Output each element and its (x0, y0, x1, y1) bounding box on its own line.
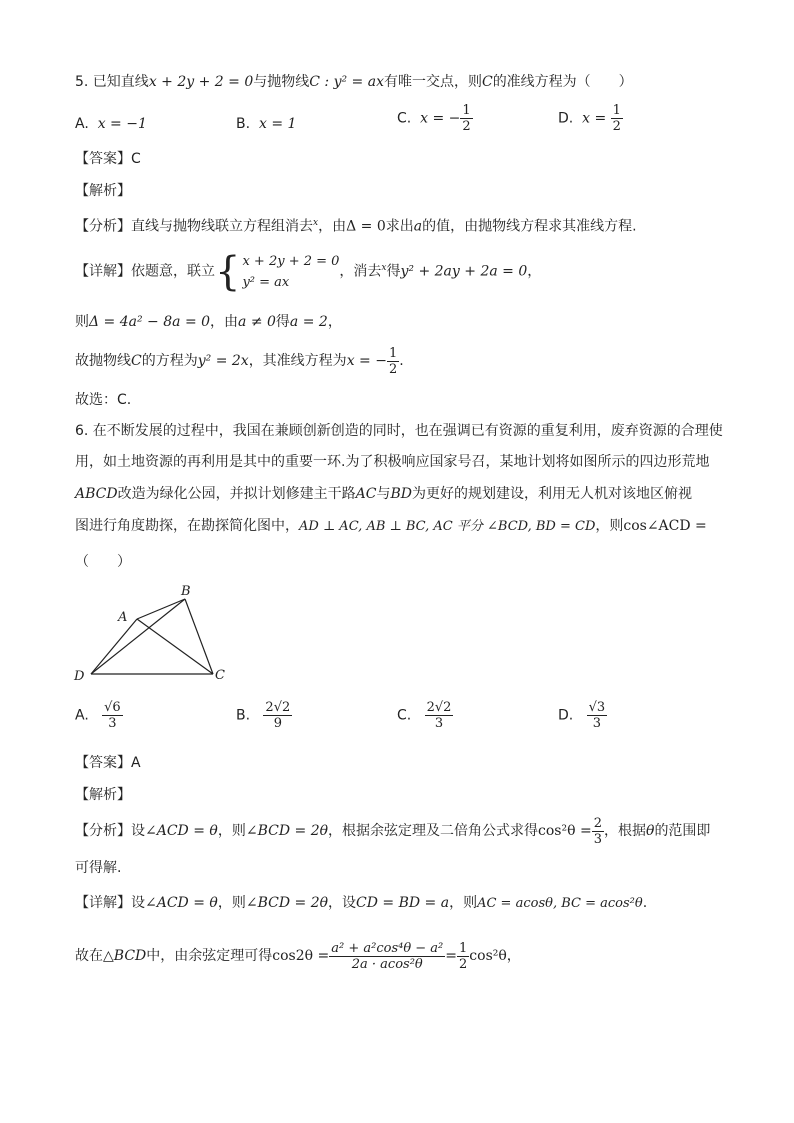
answer-tag: 【答案】 (75, 151, 131, 167)
q5-line-equation: x + 2y + 2 = 0 (148, 74, 254, 90)
option-letter: D. (558, 110, 574, 127)
q6-analysis-title: 【解析】 (75, 787, 131, 803)
option-letter: B. (236, 707, 251, 724)
option-fraction (611, 103, 623, 134)
math-expr: Δ = 4a² − 8a = 0 (89, 314, 211, 330)
step-text: 中，由余弦定理可得 (146, 948, 273, 964)
math-expr: CD = BD = a (356, 895, 450, 911)
fraction-numerator: √3 (588, 700, 606, 715)
math-expr: ∠BCD = 2θ (245, 895, 329, 911)
system-row: y² = ax (242, 274, 290, 290)
q6-stem-line-5: （ ） (75, 554, 131, 570)
vertex-label-d: D (74, 669, 85, 684)
option-expression: x = − (420, 110, 461, 127)
q6-stem-line-2: 用，如土地资源的再利用是其中的重要一环.为了积极响应国家号召，某地计划将如图所示的四边形荒地 (75, 454, 710, 470)
fraction-denominator: 3 (593, 831, 602, 847)
fraction-denominator: 2 (612, 119, 621, 134)
diagonal-ac (137, 619, 213, 674)
q6-stem-line-1: 6. 在不断发展的过程中，我国在兼顾创新创造的同时，也在强调已有资源的重复利用，废弃资源的合理使 (75, 423, 723, 439)
xiangjie-text: 得 (386, 263, 401, 280)
option-fraction (263, 700, 292, 731)
xiangjie-text: ， (527, 263, 542, 280)
q5-parabola-equation: C : y² = ax (309, 74, 384, 90)
xiangjie-text: ，消去 (339, 263, 382, 280)
q5-xiangjie (75, 246, 541, 294)
q5-option-d[interactable] (558, 103, 623, 134)
fraction-numerator: 2√2 (265, 700, 291, 715)
fraction-numerator: 1 (388, 345, 398, 361)
fraction-denominator: 2 (462, 119, 471, 134)
xiangjie-text: 依题意，联立 (131, 263, 215, 280)
q6-xiangjie (75, 893, 647, 914)
option-letter: B. (236, 116, 251, 132)
fenxi-text: 求出 (385, 218, 414, 235)
math-expr: AC (355, 486, 377, 502)
stem-text: ，则 (595, 518, 624, 534)
math-expr: cos²θ = (538, 823, 592, 839)
math-expr: Δ = 0 (346, 218, 386, 235)
q5-step-2 (75, 312, 342, 332)
edge-bc (185, 599, 213, 674)
math-expr: a = 2 (289, 314, 328, 330)
q6-option-d[interactable] (558, 700, 607, 731)
q5-stem-text: 的准线方程为（ ） (492, 74, 633, 90)
system-row: x + 2y + 2 = 0 (242, 253, 340, 269)
q5-option-a[interactable] (75, 114, 147, 134)
answer-tag: 【答案】 (75, 755, 131, 771)
equation-system (215, 248, 340, 295)
math-var: x (313, 218, 319, 228)
math-expr: △BCD (103, 948, 147, 964)
q5-stem-text: 有唯一交点，则 (383, 74, 482, 90)
math-expr: BD (390, 486, 412, 502)
math-expr: x = − (346, 353, 387, 369)
fenxi-text: ，则 (217, 823, 246, 839)
q5-analysis-title: 【解析】 (75, 183, 131, 199)
q6-fenxi (75, 812, 710, 850)
fraction-denominator: 3 (434, 716, 444, 731)
q5-stem-text: 5. 已知直线 (75, 74, 149, 90)
option-fraction (587, 700, 608, 731)
fraction (592, 816, 604, 847)
option-expression: x = (582, 110, 607, 127)
fenxi-text: 的值，由抛物线方程求其准线方程. (422, 218, 637, 235)
q6-option-c[interactable] (397, 700, 453, 731)
q5-curve-name: C (481, 74, 493, 90)
step-text: 故在 (75, 948, 103, 964)
stem-text: 图进行角度勘探，在勘探简化图中， (75, 518, 299, 534)
fraction-denominator: 3 (592, 716, 602, 731)
left-brace-icon: { (215, 248, 241, 295)
xiangjie-text: 设 (131, 895, 145, 911)
math-expr: = (445, 948, 458, 964)
option-expression: x = 1 (258, 116, 297, 132)
diagonal-bd (91, 599, 185, 674)
q6-cosine-law (75, 934, 521, 978)
fraction (387, 346, 399, 377)
math-expr: cos∠ACD = (623, 518, 707, 534)
fraction-numerator: √6 (104, 700, 121, 715)
option-letter: C. (397, 707, 412, 724)
quadrilateral-figure (70, 580, 240, 685)
option-fraction (425, 700, 454, 731)
answer-value: C (131, 151, 141, 167)
stem-text: 为更好的规划建设，利用无人机对该地区俯视 (411, 486, 692, 502)
q5-option-c[interactable] (397, 103, 473, 134)
fraction-numerator: 1 (459, 940, 468, 956)
step-text: 故抛物线 (75, 353, 131, 369)
q5-answer (75, 149, 141, 169)
fraction (457, 941, 469, 972)
q5-fenxi (75, 213, 637, 237)
q5-option-b[interactable] (236, 114, 296, 134)
option-letter: A. (75, 707, 89, 724)
fraction-numerator: 1 (462, 103, 471, 118)
option-fraction (102, 700, 123, 731)
option-letter: D. (558, 707, 574, 724)
math-expr: y² + 2ay + 2a = 0 (400, 263, 528, 280)
step-text: ， (327, 314, 342, 330)
step-text: 的方程为 (141, 353, 198, 369)
edge-da (91, 619, 137, 674)
q6-stem-line-3 (75, 484, 692, 504)
fenxi-text: 直线与抛物线联立方程组消去 (131, 218, 313, 235)
fenxi-text: ，根据余弦定理及二倍角公式求得 (328, 823, 539, 839)
step-text: ，其准线方程为 (248, 353, 347, 369)
fraction-denominator: 2a · acos²θ (351, 956, 423, 972)
xiangjie-tag: 【详解】 (75, 263, 131, 280)
fraction-numerator: a² + a²cos⁴θ − a² (331, 940, 444, 956)
stem-text: 改造为绿化公园，并拟计划修建主干路 (117, 486, 356, 502)
math-expr: ∠ACD = θ (145, 823, 218, 839)
math-expr: a ≠ 0 (238, 314, 276, 330)
fraction-denominator: 3 (108, 716, 117, 731)
math-expr: y² = 2x (197, 353, 249, 369)
option-expression: x = −1 (97, 116, 147, 132)
answer-value: A (131, 755, 141, 771)
xiangjie-text: ，设 (328, 895, 357, 911)
option-letter: A. (75, 116, 89, 132)
step-text: . (399, 353, 404, 369)
vertex-label-c: C (215, 668, 225, 683)
math-var: a (413, 218, 423, 235)
math-var: θ (646, 823, 655, 839)
math-expr: AC = acosθ, BC = acos²θ (477, 896, 643, 911)
fenxi-text: ，由 (318, 218, 347, 235)
math-var: x (381, 263, 387, 273)
q5-choose: 故选：C. (75, 392, 132, 408)
q5-stem (75, 72, 633, 92)
fenxi-tag: 【分析】 (75, 218, 131, 235)
q6-stem-line-4 (75, 516, 707, 537)
q5-stem-text: 与抛物线 (253, 74, 310, 90)
math-expr: AD ⊥ AC, AB ⊥ BC, AC 平分 ∠BCD, BD = CD (299, 519, 596, 534)
math-expr: ∠BCD = 2θ (245, 823, 329, 839)
edge-ab (137, 599, 185, 619)
fraction-denominator: 2 (388, 361, 398, 377)
math-expr: ∠ACD = θ (145, 895, 218, 911)
fraction-numerator: 2√2 (426, 700, 452, 715)
fenxi-text: 的范围即 (654, 823, 711, 839)
fraction-denominator: 9 (273, 716, 282, 731)
fraction-numerator: 2 (593, 815, 602, 831)
xiangjie-text: ，则 (449, 895, 478, 911)
fraction (329, 941, 445, 972)
option-fraction (460, 103, 472, 134)
step-text: ， (506, 948, 521, 964)
fenxi-tag: 【分析】 (75, 823, 131, 839)
vertex-label-a: A (118, 610, 128, 625)
xiangjie-text: ，则 (217, 895, 246, 911)
math-expr: ABCD (75, 486, 118, 502)
q6-option-a[interactable] (75, 700, 123, 731)
option-letter: C. (397, 110, 412, 127)
step-text: 得 (275, 314, 290, 330)
xiangjie-text: . (642, 895, 648, 911)
xiangjie-tag: 【详解】 (75, 895, 131, 911)
q6-option-b[interactable] (236, 700, 292, 731)
math-var: C (131, 353, 142, 369)
step-text: 则 (75, 314, 89, 330)
stem-text: 与 (376, 486, 391, 502)
fenxi-text: 设 (131, 823, 145, 839)
vertex-label-b: B (181, 584, 191, 599)
q6-answer (75, 753, 141, 773)
step-text: ，由 (210, 314, 239, 330)
fenxi-text: ，根据 (604, 823, 646, 839)
q5-step-3 (75, 342, 404, 380)
q6-fenxi-cont: 可得解. (75, 860, 122, 876)
fraction-numerator: 1 (612, 103, 621, 118)
fraction-denominator: 2 (459, 956, 468, 972)
math-expr: cos²θ (469, 948, 507, 964)
math-expr: cos2θ = (272, 948, 330, 964)
